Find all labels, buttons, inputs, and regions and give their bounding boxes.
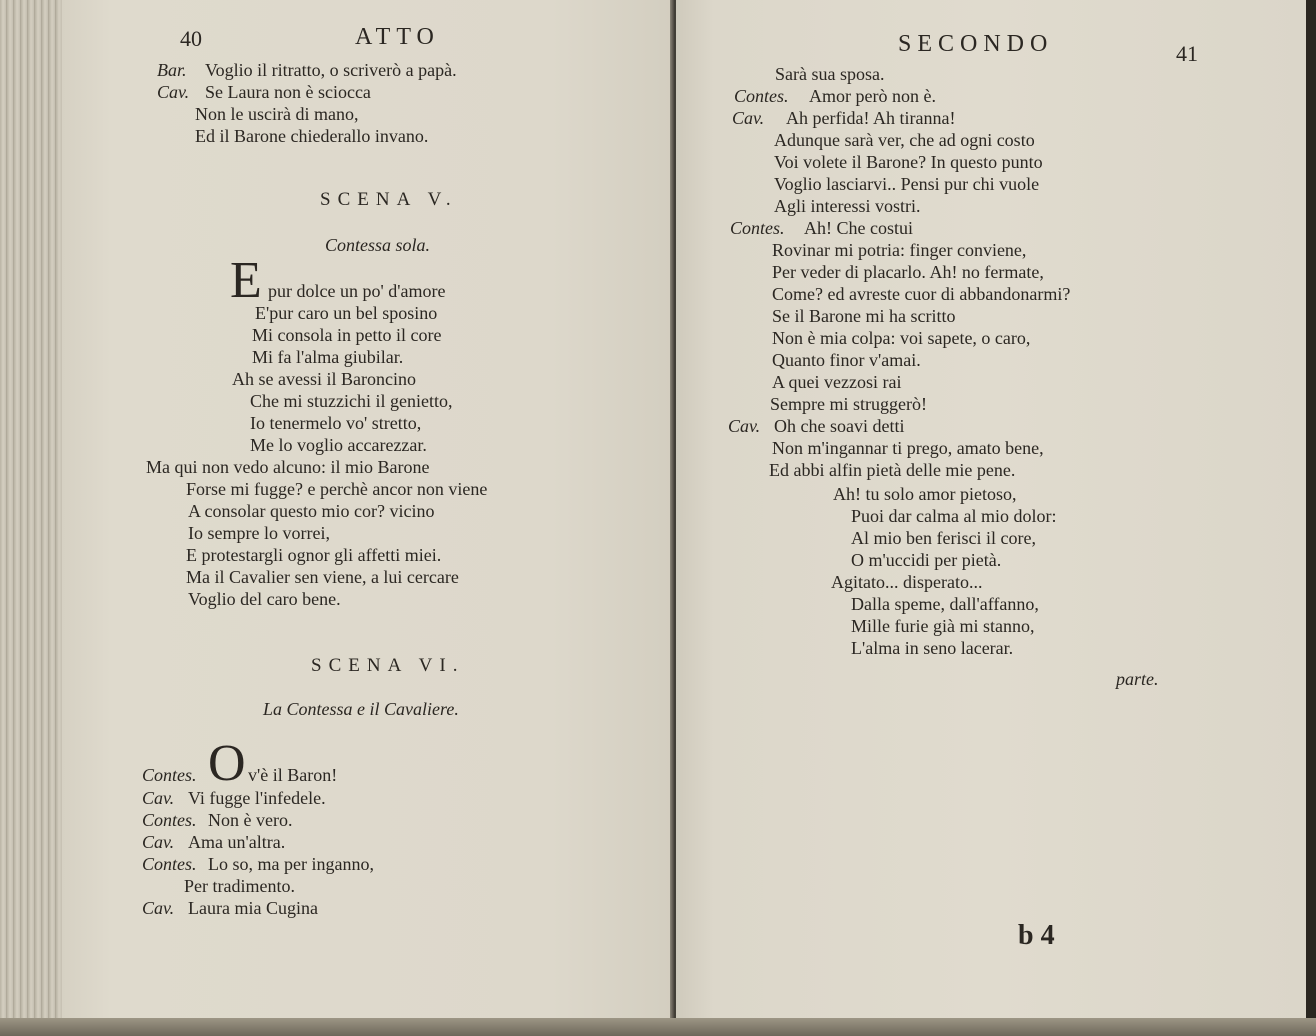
running-head: ATTO xyxy=(355,24,440,50)
verse-line: Voglio del caro bene. xyxy=(188,589,341,609)
verse-line: O m'uccidi per pietà. xyxy=(851,550,1002,570)
speaker-label: Cav. xyxy=(142,788,175,808)
page-edge-bottom xyxy=(0,1018,1316,1036)
right-page xyxy=(676,0,1306,1030)
verse-line: Adunque sarà ver, che ad ogni costo xyxy=(774,130,1035,150)
verse-line: Ed il Barone chiederallo invano. xyxy=(195,126,429,146)
speaker-label: Cav. xyxy=(142,832,175,852)
verse-line: Voi volete il Barone? In questo punto xyxy=(774,152,1043,172)
drop-cap: O xyxy=(208,735,246,792)
verse-line: Voglio lasciarvi.. Pensi pur chi vuole xyxy=(774,174,1040,194)
verse-line: Mille furie già mi stanno, xyxy=(851,616,1035,636)
verse-line: Non è mia colpa: voi sapete, o caro, xyxy=(772,328,1031,348)
verse-line: Quanto finor v'amai. xyxy=(772,350,921,370)
verse-line: Ah perfida! Ah tiranna! xyxy=(786,108,956,128)
verse-line: E'pur caro un bel sposino xyxy=(255,303,438,323)
speaker-label: Cav. xyxy=(732,108,765,128)
speaker-label: Bar. xyxy=(157,60,187,80)
verse-line: Al mio ben ferisci il core, xyxy=(851,528,1036,548)
verse-line: Ah se avessi il Baroncino xyxy=(232,369,416,389)
page-edges xyxy=(0,0,62,1036)
verse-line: Ma il Cavalier sen viene, a lui cercare xyxy=(186,567,459,587)
scene-heading: SCENA V. xyxy=(320,189,458,210)
speaker-label: Contes. xyxy=(730,218,785,238)
speaker-label: Contes. xyxy=(142,854,197,874)
signature-mark: b 4 xyxy=(1018,920,1055,951)
scene-subtitle: La Contessa e il Cavaliere. xyxy=(263,699,459,719)
verse-line: Amor però non è. xyxy=(809,86,936,106)
verse-line: Se il Barone mi ha scritto xyxy=(772,306,956,326)
verse-line: Ah! tu solo amor pietoso, xyxy=(833,484,1017,504)
verse-line: Ma qui non vedo alcuno: il mio Barone xyxy=(146,457,430,477)
verse-line: Me lo voglio accarezzar. xyxy=(250,435,427,455)
speaker-label: Contes. xyxy=(734,86,789,106)
speaker-label: Contes. xyxy=(142,765,197,785)
speaker-label: Contes. xyxy=(142,810,197,830)
page-number: 40 xyxy=(180,26,202,51)
verse-line: v'è il Baron! xyxy=(248,765,338,785)
verse-line: Sarà sua sposa. xyxy=(775,64,885,84)
verse-line: Puoi dar calma al mio dolor: xyxy=(851,506,1057,526)
speaker-label: Cav. xyxy=(142,898,175,918)
verse-line: A consolar questo mio cor? vicino xyxy=(188,501,435,521)
verse-line: A quei vezzosi rai xyxy=(772,372,902,392)
verse-line: Mi consola in petto il core xyxy=(252,325,442,345)
verse-line: Per tradimento. xyxy=(184,876,295,896)
verse-line: Non le uscirà di mano, xyxy=(195,104,359,124)
verse-line: Agli interessi vostri. xyxy=(774,196,921,216)
verse-line: Non m'ingannar ti prego, amato bene, xyxy=(772,438,1044,458)
speaker-label: Cav. xyxy=(728,416,761,436)
verse-line: Mi fa l'alma giubilar. xyxy=(252,347,404,367)
verse-line: pur dolce un po' d'amore xyxy=(268,281,446,301)
verse-line: Se Laura non è sciocca xyxy=(205,82,371,102)
verse-line: Non è vero. xyxy=(208,810,293,830)
drop-cap: E xyxy=(230,252,262,309)
stage-direction: parte. xyxy=(1116,669,1159,689)
verse-line: Forse mi fugge? e perchè ancor non viene xyxy=(186,479,488,499)
running-head: SECONDO xyxy=(898,31,1054,57)
page-edge-right xyxy=(1306,0,1316,1036)
verse-line: Dalla speme, dall'affanno, xyxy=(851,594,1039,614)
speaker-label: Cav. xyxy=(157,82,190,102)
verse-line: Vi fugge l'infedele. xyxy=(188,788,326,808)
verse-line: Oh che soavi detti xyxy=(774,416,905,436)
scene-heading: SCENA VI. xyxy=(311,655,465,676)
verse-line: E protestargli ognor gli affetti miei. xyxy=(186,545,442,565)
verse-line: Rovinar mi potria: finger conviene, xyxy=(772,240,1027,260)
page-number: 41 xyxy=(1176,41,1198,66)
left-page xyxy=(62,0,674,1030)
verse-line: Laura mia Cugina xyxy=(188,898,318,918)
verse-line: Voglio il ritratto, o scriverò a papà. xyxy=(205,60,457,80)
verse-line: Per veder di placarlo. Ah! no fermate, xyxy=(772,262,1044,282)
verse-line: Che mi stuzzichi il genietto, xyxy=(250,391,453,411)
verse-line: Sempre mi struggerò! xyxy=(770,394,927,414)
verse-line: Io sempre lo vorrei, xyxy=(188,523,330,543)
verse-line: Lo so, ma per inganno, xyxy=(208,854,374,874)
verse-line: Agitato... disperato... xyxy=(831,572,983,592)
verse-line: Come? ed avreste cuor di abbandonarmi? xyxy=(772,284,1071,304)
verse-line: L'alma in seno lacerar. xyxy=(851,638,1014,658)
verse-line: Io tenermelo vo' stretto, xyxy=(250,413,422,433)
verse-line: Ama un'altra. xyxy=(188,832,286,852)
verse-line: Ed abbi alfin pietà delle mie pene. xyxy=(769,460,1016,480)
verse-line: Ah! Che costui xyxy=(804,218,913,238)
scene-subtitle: Contessa sola. xyxy=(325,235,431,255)
